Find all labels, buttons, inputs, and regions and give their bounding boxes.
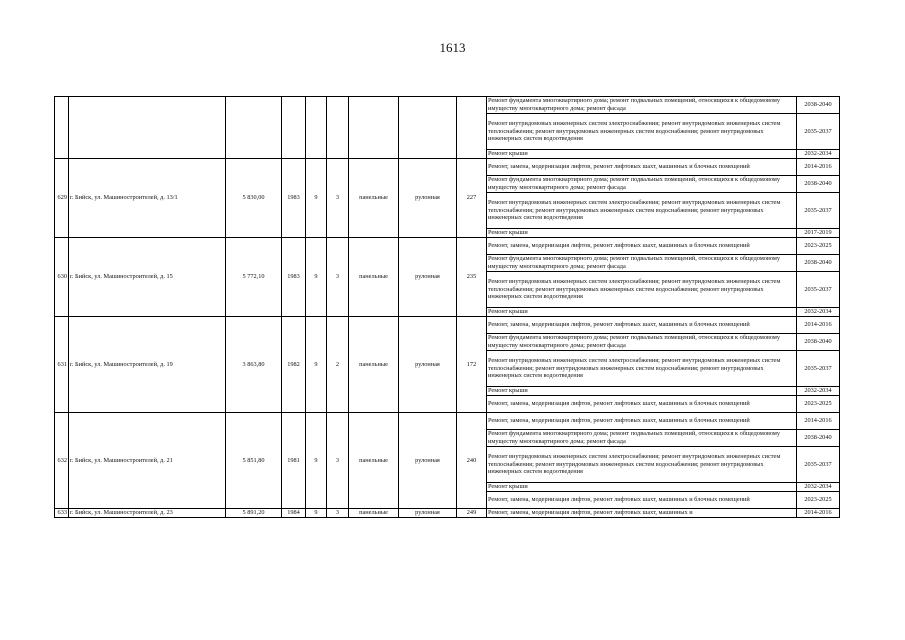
- work-description-cell: Ремонт, замена, модернизация лифтов, ремонт лифтовых шахт, машинных и блочных помещений: [487, 159, 797, 176]
- wall-material-cell: панельные: [349, 238, 399, 317]
- work-description-cell: Ремонт фундамента многоквартирного дома; ремонт подвальных помещений, относящихся к общедомовому имуществу многоквартирного дома; ремонт фасада: [487, 176, 797, 193]
- wall-material-cell: панельные: [349, 413, 399, 509]
- page-number: 1613: [439, 40, 466, 55]
- roof-type-cell: [399, 97, 457, 159]
- year-cell: 1981: [282, 413, 306, 509]
- work-description-cell: Ремонт, замена, модернизация лифтов, ремонт лифтовых шахт, машинных и блочных помещений: [487, 396, 797, 413]
- work-description-cell: Ремонт крыши: [487, 308, 797, 317]
- entrances-cell: 2: [327, 317, 349, 413]
- address-cell: г. Бийск, ул. Машиностроителей, д. 13/1: [69, 159, 226, 238]
- period-cell: 2035-2037: [797, 193, 840, 229]
- work-description-cell: Ремонт фундамента многоквартирного дома; ремонт подвальных помещений, относящихся к общедомовому имуществу многоквартирного дома; ремонт фасада: [487, 255, 797, 272]
- roof-type-cell: рулонная: [399, 238, 457, 317]
- work-description-cell: Ремонт внутридомовых инженерных систем электроснабжения; ремонт внутридомовых инженерных систем теплоснабжения; ремонт внутридомовых инженерных систем водоснабжения; ремонт внутридомовых инженерных систем водоотведения: [487, 447, 797, 483]
- wall-material-cell: панельные: [349, 159, 399, 238]
- residents-cell: 227: [457, 159, 487, 238]
- period-cell: 2038-2040: [797, 255, 840, 272]
- period-cell: 2014-2016: [797, 317, 840, 334]
- year-cell: 1983: [282, 238, 306, 317]
- period-cell: 2038-2040: [797, 176, 840, 193]
- work-description-cell: Ремонт, замена, модернизация лифтов, ремонт лифтовых шахт, машинных и: [487, 509, 797, 518]
- entrances-cell: 3: [327, 159, 349, 238]
- work-description-cell: Ремонт фундамента многоквартирного дома; ремонт подвальных помещений, относящихся к общедомовому имуществу многоквартирного дома; ремонт фасада: [487, 334, 797, 351]
- floors-cell: 9: [306, 317, 327, 413]
- period-cell: 2035-2037: [797, 351, 840, 387]
- row-number: 632: [55, 413, 69, 509]
- row-number: 630: [55, 238, 69, 317]
- wall-material-cell: [349, 97, 399, 159]
- work-description-cell: Ремонт крыши: [487, 483, 797, 492]
- roof-type-cell: рулонная: [399, 509, 457, 518]
- entrances-cell: 3: [327, 509, 349, 518]
- work-description-cell: Ремонт фундамента многоквартирного дома; ремонт подвальных помещений, относящихся к общедомовому имуществу многоквартирного дома; ремонт фасада: [487, 97, 797, 114]
- period-cell: 2017-2019: [797, 229, 840, 238]
- address-cell: г. Бийск, ул. Машиностроителей, д. 21: [69, 413, 226, 509]
- period-cell: 2038-2040: [797, 430, 840, 447]
- table-body: [55, 97, 840, 518]
- period-cell: 2014-2016: [797, 509, 840, 518]
- area-cell: 5 830,00: [226, 159, 282, 238]
- residents-cell: 172: [457, 317, 487, 413]
- period-cell: 2032-2034: [797, 308, 840, 317]
- table-row: [55, 317, 840, 334]
- period-cell: 2035-2037: [797, 447, 840, 483]
- capital-repair-table: [54, 96, 840, 518]
- floors-cell: 9: [306, 159, 327, 238]
- period-cell: 2023-2025: [797, 238, 840, 255]
- period-cell: 2038-2040: [797, 334, 840, 351]
- work-description-cell: Ремонт, замена, модернизация лифтов, ремонт лифтовых шахт, машинных и блочных помещений: [487, 413, 797, 430]
- work-description-cell: Ремонт внутридомовых инженерных систем электроснабжения; ремонт внутридомовых инженерных систем теплоснабжения; ремонт внутридомовых инженерных систем водоснабжения; ремонт внутридомовых инженерных систем водоотведения: [487, 114, 797, 150]
- work-description-cell: Ремонт крыши: [487, 387, 797, 396]
- address-cell: г. Бийск, ул. Машиностроителей, д. 15: [69, 238, 226, 317]
- floors-cell: [306, 97, 327, 159]
- wall-material-cell: панельные: [349, 509, 399, 518]
- row-number: 633: [55, 509, 69, 518]
- floors-cell: 9: [306, 238, 327, 317]
- work-description-cell: Ремонт внутридомовых инженерных систем электроснабжения; ремонт внутридомовых инженерных систем теплоснабжения; ремонт внутридомовых инженерных систем водоснабжения; ремонт внутридомовых инженерных систем водоотведения: [487, 351, 797, 387]
- period-cell: 2038-2040: [797, 97, 840, 114]
- roof-type-cell: рулонная: [399, 413, 457, 509]
- address-cell: [69, 97, 226, 159]
- period-cell: 2014-2016: [797, 159, 840, 176]
- roof-type-cell: рулонная: [399, 159, 457, 238]
- area-cell: [226, 97, 282, 159]
- period-cell: 2032-2034: [797, 483, 840, 492]
- year-cell: 1983: [282, 159, 306, 238]
- year-cell: 1984: [282, 509, 306, 518]
- entrances-cell: [327, 97, 349, 159]
- row-number: [55, 97, 69, 159]
- floors-cell: 9: [306, 509, 327, 518]
- period-cell: 2014-2016: [797, 413, 840, 430]
- work-description-cell: Ремонт, замена, модернизация лифтов, ремонт лифтовых шахт, машинных и блочных помещений: [487, 317, 797, 334]
- area-cell: 5 772,10: [226, 238, 282, 317]
- residents-cell: 249: [457, 509, 487, 518]
- entrances-cell: 3: [327, 238, 349, 317]
- table-row: [55, 238, 840, 255]
- year-cell: 1982: [282, 317, 306, 413]
- work-description-cell: Ремонт крыши: [487, 150, 797, 159]
- table-row: [55, 159, 840, 176]
- work-description-cell: Ремонт внутридомовых инженерных систем электроснабжения; ремонт внутридомовых инженерных систем теплоснабжения; ремонт внутридомовых инженерных систем водоснабжения; ремонт внутридомовых инженерных систем водоотведения: [487, 272, 797, 308]
- period-cell: 2023-2025: [797, 492, 840, 509]
- roof-type-cell: рулонная: [399, 317, 457, 413]
- period-cell: 2035-2037: [797, 114, 840, 150]
- entrances-cell: 3: [327, 413, 349, 509]
- work-description-cell: Ремонт внутридомовых инженерных систем электроснабжения; ремонт внутридомовых инженерных систем теплоснабжения; ремонт внутридомовых инженерных систем водоснабжения; ремонт внутридомовых инженерных систем водоотведения: [487, 193, 797, 229]
- address-cell: г. Бийск, ул. Машиностроителей, д. 23: [69, 509, 226, 518]
- floors-cell: 9: [306, 413, 327, 509]
- area-cell: 3 863,80: [226, 317, 282, 413]
- row-number: 629: [55, 159, 69, 238]
- residents-cell: [457, 97, 487, 159]
- work-description-cell: Ремонт, замена, модернизация лифтов, ремонт лифтовых шахт, машинных и блочных помещений: [487, 492, 797, 509]
- period-cell: 2032-2034: [797, 150, 840, 159]
- area-cell: 5 851,80: [226, 413, 282, 509]
- work-description-cell: Ремонт, замена, модернизация лифтов, ремонт лифтовых шахт, машинных и блочных помещений: [487, 238, 797, 255]
- area-cell: 5 891,20: [226, 509, 282, 518]
- residents-cell: 240: [457, 413, 487, 509]
- table-row: [55, 509, 840, 518]
- address-cell: г. Бийск, ул. Машиностроителей, д. 19: [69, 317, 226, 413]
- year-cell: [282, 97, 306, 159]
- wall-material-cell: панельные: [349, 317, 399, 413]
- work-description-cell: Ремонт крыши: [487, 229, 797, 238]
- period-cell: 2023-2025: [797, 396, 840, 413]
- period-cell: 2035-2037: [797, 272, 840, 308]
- table-row: [55, 97, 840, 114]
- residents-cell: 235: [457, 238, 487, 317]
- period-cell: 2032-2034: [797, 387, 840, 396]
- table-row: [55, 413, 840, 430]
- row-number: 631: [55, 317, 69, 413]
- work-description-cell: Ремонт фундамента многоквартирного дома; ремонт подвальных помещений, относящихся к общедомовому имуществу многоквартирного дома; ремонт фасада: [487, 430, 797, 447]
